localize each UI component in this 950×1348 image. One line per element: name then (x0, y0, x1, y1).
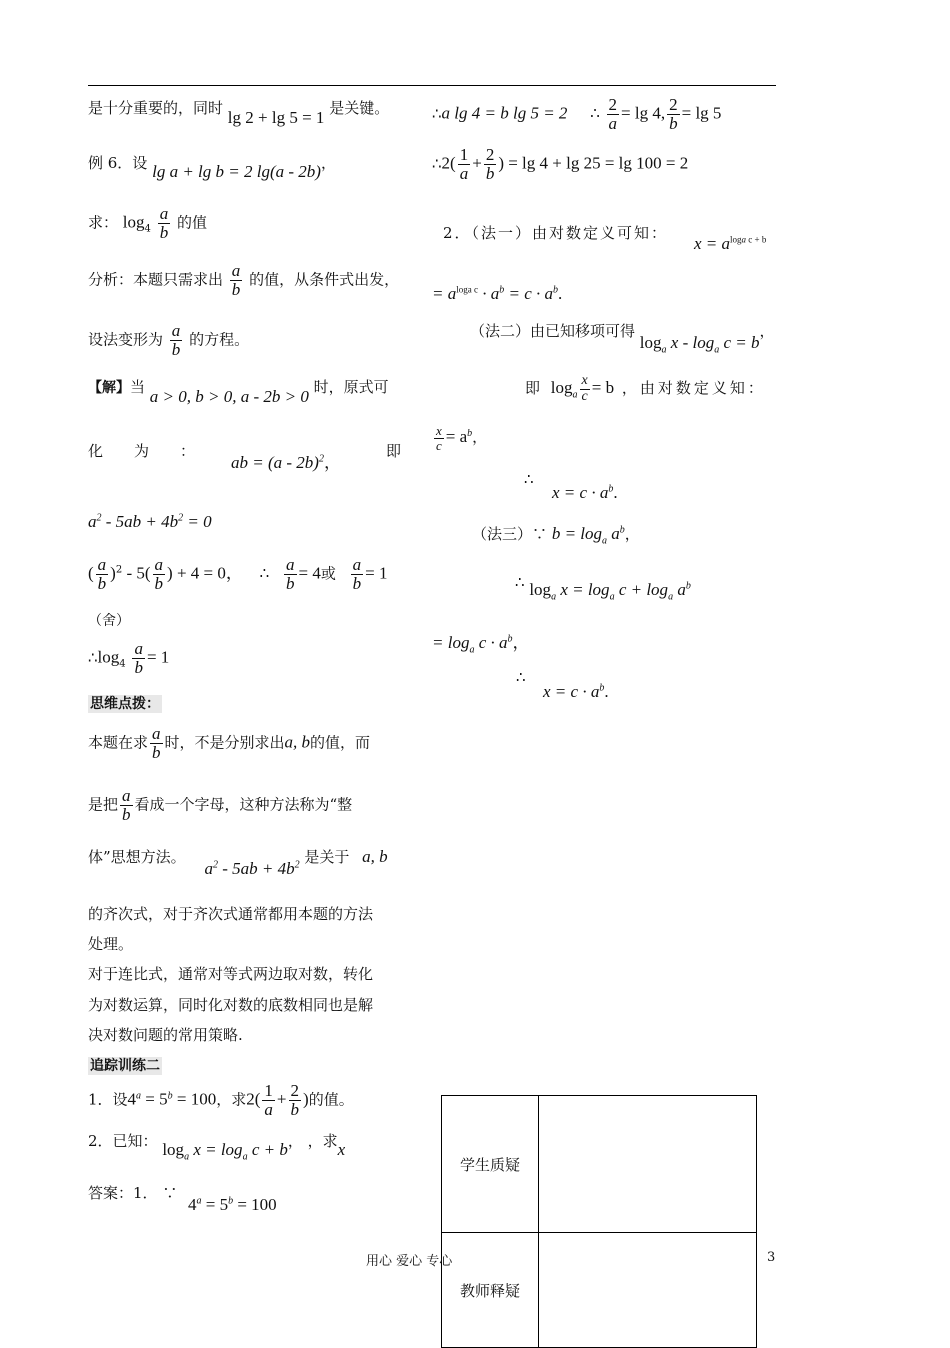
header-rule (88, 85, 776, 86)
think-line-5: 处理。 (88, 935, 134, 953)
right-line-1: ∴a lg 4 = b lg 5 = 2 ∴ $\frac{2}{a}$ = lg 4, $\frac{2}{b}$ = lg 5 (432, 95, 722, 133)
fraction-a-over-b: $\frac{a}{b}$ (171, 321, 181, 359)
method-2-result: $x = c \cdot a^b$. (552, 483, 618, 502)
method-1-math: $x = a^{loga c + b}$ (694, 234, 767, 253)
think-line-4: 的齐次式，对于齐次式通常都用本题的方法 (88, 905, 374, 923)
method-3-line-2: ∴ $\log_a x = \log_a c + \log_a a^b$ (515, 573, 691, 603)
answer-1-math: $4^a = 5^b = 100$ (188, 1195, 277, 1214)
method-2-line-3: $\frac{x}{c}$ = $a^b$， (436, 423, 488, 453)
method-2-line: （法二）由已知移项可得 $\log_a x - \log_a c = b$， (470, 322, 775, 356)
rejected-note: （舍） (88, 613, 130, 629)
math-example-condition: lg a + lg b = 2 lg(a - 2b) (152, 162, 321, 181)
teacher-answer-cell[interactable] (539, 1233, 757, 1348)
line-intro: 是十分重要的，同时 lg 2 + lg 5 = 1 是关键。 (88, 99, 390, 127)
example-6: 例 6．设 lg a + lg b = 2 lg(a - 2b)， (88, 154, 336, 181)
math-ab-equation: ab = (a - 2b)$^2$， (231, 453, 341, 472)
think-line-7: 为对数运算，同时化对数的底数相同也是解 (88, 996, 374, 1014)
think-line-8: 决对数问题的常用策略. (88, 1026, 243, 1044)
think-line-6: 对于连比式，通常对等式两边取对数，转化 (88, 965, 374, 983)
page-number: 3 (767, 1250, 776, 1265)
section-think-title: 思维点拨： (90, 696, 160, 712)
method-1-label: 2．（法一）由对数定义可知： (443, 224, 669, 242)
therefore-symbol: ∴ (516, 668, 526, 686)
qa-table (441, 1095, 757, 1348)
method-3-result: $x = c \cdot a^b$. (543, 682, 609, 701)
student-question-label: 学生质疑 (442, 1096, 539, 1233)
fraction-a-over-b: $\frac{a}{b}$ (159, 204, 169, 242)
method-3-line: （法三）∵ $b = \log_a a^b$， (472, 524, 640, 547)
section-track-title: 追踪训练二 (90, 1058, 160, 1074)
substitution-line: ( $\frac{a}{b}$ )$^2$ - 5( $\frac{a}{b}$ ) + 4 = 0， ∴ $\frac{a}{b}$ = 4或 $\frac{a}{b}$ = 1 (88, 555, 388, 593)
answer-1: 答案：1． ∵ (88, 1184, 178, 1202)
teacher-answer-label: 教师释疑 (442, 1233, 539, 1348)
think-line-3: 体”思想方法。 $a^2 - 5ab + 4b^2$ 是关于 a, b (88, 847, 388, 878)
student-question-cell[interactable] (539, 1096, 757, 1233)
math-domain-condition: a > 0, b > 0, a - 2b > 0 (149, 387, 309, 406)
think-line-1: 本题在求 $\frac{a}{b}$ 时，不是分别求出a, b的值，而 (88, 724, 371, 762)
right-line-2: ∴2( $\frac{1}{a}$ + $\frac{2}{b}$ ) = lg 4 + lg 25 = lg 100 = 2 (432, 145, 689, 183)
problem-2: 2．已知： $\log_a x = \log_a c + b$， ，求x (88, 1132, 346, 1163)
math-lg-sum: lg 2 + lg 5 = 1 (227, 108, 325, 127)
therefore-symbol: ∴ (524, 470, 534, 488)
method-3-line-3: = $\log_a c \cdot a^b$， (432, 633, 530, 656)
method-2-line-2: 即 $\log_a$ $\frac{x}{c}$ = b ，由对数定义知： (525, 373, 766, 404)
quadratic-line (88, 512, 212, 532)
analysis-line-1: 分析：本题只需求出 $\frac{a}{b}$ 的值，从条件式出发， (88, 261, 400, 299)
ask-line: 求： $\log_4$ $\frac{a}{b}$ 的值 (88, 204, 207, 242)
think-line-2: 是把 $\frac{a}{b}$ 看成一个字母，这种方法称为“整 (88, 786, 353, 824)
method-1-continued: = $a^{loga c} \cdot a^b = c \cdot a^b$. (432, 284, 563, 303)
solution-line: 【解】当 a > 0, b > 0, a - 2b > 0 时，原式可 (88, 378, 389, 406)
analysis-line-2: 设法变形为 $\frac{a}{b}$ 的方程。 (88, 321, 250, 359)
problem-1: 1．设$4^a = 5^b = 100$，求2( $\frac{1}{a}$ + $\frac{2}{b}$ )的值。 (88, 1081, 354, 1119)
math-quadratic: $a^2 - 5ab + 4b^2 = 0$ (88, 512, 212, 531)
result-line: $\therefore\log_4$ $\frac{a}{b}$ = 1 (88, 639, 170, 677)
transform-line: 化 为 ： ab = (a - 2b)$^2$， 即 (88, 442, 402, 472)
footer-motto: 用心 爱心 专心 (366, 1254, 453, 1269)
fraction-a-over-b: $\frac{a}{b}$ (231, 261, 241, 299)
